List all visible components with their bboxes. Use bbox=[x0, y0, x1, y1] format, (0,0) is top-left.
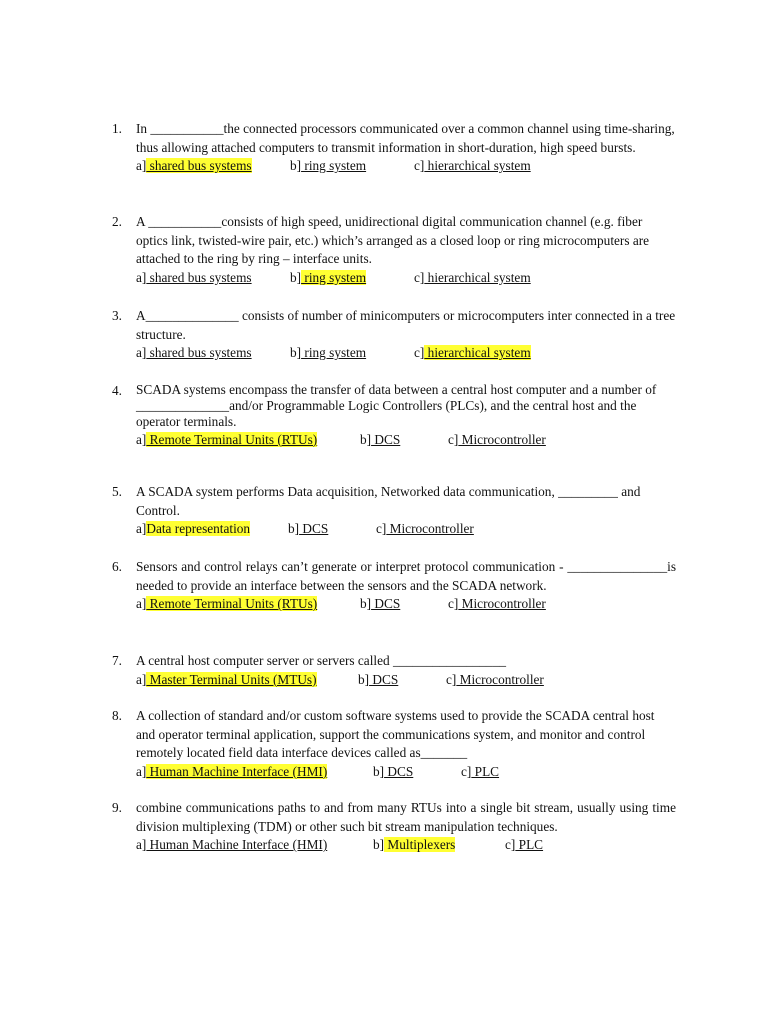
option-label: b] bbox=[358, 671, 370, 687]
option-text: ring system bbox=[301, 269, 367, 285]
options-row bbox=[136, 595, 676, 614]
option-text: hierarchical system bbox=[424, 269, 531, 285]
option-label: b] bbox=[360, 431, 372, 447]
option-text: hierarchical system bbox=[424, 158, 531, 174]
option-text: DCS bbox=[299, 521, 329, 537]
option-label: b] bbox=[373, 763, 385, 779]
options-row bbox=[136, 431, 676, 450]
option-text: Multiplexers bbox=[384, 837, 456, 853]
option-label: a] bbox=[136, 837, 147, 853]
option-text: Microcontroller bbox=[458, 596, 546, 612]
options-row bbox=[136, 157, 676, 176]
option-text: PLC bbox=[515, 837, 544, 853]
options-row bbox=[136, 671, 676, 690]
option-text: hierarchical system bbox=[424, 345, 531, 361]
question-7 bbox=[112, 652, 676, 690]
question-number: 6. bbox=[112, 559, 122, 574]
question-9 bbox=[112, 799, 676, 855]
question-4 bbox=[112, 382, 676, 450]
option-b bbox=[360, 595, 400, 614]
option-label: b] bbox=[373, 837, 385, 853]
question-number: 3. bbox=[112, 308, 122, 323]
option-label: c] bbox=[376, 521, 387, 537]
options-row bbox=[136, 520, 676, 539]
question-number: 7. bbox=[112, 653, 122, 668]
option-text: Master Terminal Units (MTUs) bbox=[146, 671, 317, 687]
option-label: b] bbox=[290, 345, 302, 361]
option-text: shared bus systems bbox=[146, 158, 252, 174]
question-number: 4. bbox=[112, 383, 122, 398]
option-a bbox=[136, 157, 252, 176]
question-number: 2. bbox=[112, 214, 122, 229]
option-c bbox=[446, 671, 544, 690]
question-text: Sensors and control relays can’t generate or interpret protocol communication - _______________is needed to provide an interface between the sensors and the SCADA network. bbox=[136, 559, 676, 593]
option-a bbox=[136, 763, 327, 782]
option-label: a] bbox=[136, 596, 147, 612]
option-b bbox=[358, 671, 398, 690]
option-b bbox=[290, 269, 366, 288]
option-text: Microcontroller bbox=[386, 521, 474, 537]
question-1 bbox=[112, 120, 676, 176]
question-number: 5. bbox=[112, 484, 122, 499]
option-a bbox=[136, 431, 317, 450]
option-c bbox=[414, 157, 531, 176]
question-6 bbox=[112, 558, 676, 614]
question-text: In ___________the connected processors communicated over a common channel using time-sharing, thus allowing attached computers to transmit information in short-duration, high speed bursts. bbox=[136, 121, 675, 155]
option-text: ring system bbox=[301, 345, 367, 361]
option-text: shared bus systems bbox=[146, 269, 252, 285]
option-b bbox=[373, 836, 455, 855]
option-b bbox=[288, 520, 328, 539]
option-label: b] bbox=[288, 521, 300, 537]
option-a bbox=[136, 520, 250, 539]
option-c bbox=[448, 431, 546, 450]
question-3 bbox=[112, 307, 676, 363]
option-label: a] bbox=[136, 521, 147, 537]
option-label: c] bbox=[461, 763, 472, 779]
option-label: a] bbox=[136, 345, 147, 361]
option-text: Microcontroller bbox=[458, 431, 546, 447]
option-label: b] bbox=[290, 158, 302, 174]
option-text: ring system bbox=[301, 158, 367, 174]
question-text: A central host computer server or servers called _________________ bbox=[136, 653, 506, 668]
option-label: b] bbox=[290, 269, 302, 285]
question-text: A______________ consists of number of minicomputers or microcomputers inter connected in a tree structure. bbox=[136, 308, 676, 342]
question-text: combine communications paths to and from many RTUs into a single bit stream, usually using time division multiplexing (TDM) or other such bit stream manipulation techniques. bbox=[136, 800, 676, 834]
option-text: Microcontroller bbox=[456, 671, 544, 687]
option-text: Remote Terminal Units (RTUs) bbox=[146, 596, 318, 612]
question-2 bbox=[112, 213, 676, 288]
option-b bbox=[290, 344, 366, 363]
option-c bbox=[448, 595, 546, 614]
option-label: c] bbox=[448, 431, 459, 447]
options-row bbox=[136, 269, 676, 288]
option-b bbox=[360, 431, 400, 450]
option-a bbox=[136, 671, 317, 690]
option-text: PLC bbox=[471, 763, 500, 779]
option-label: c] bbox=[446, 671, 457, 687]
options-row bbox=[136, 763, 676, 782]
option-text: DCS bbox=[371, 596, 401, 612]
option-label: a] bbox=[136, 431, 147, 447]
question-5 bbox=[112, 483, 676, 539]
option-c bbox=[376, 520, 474, 539]
question-text: A collection of standard and/or custom software systems used to provide the SCADA central host and operator terminal application, support the communications system, and monitor and control remotely located field data interface devices called as_______ bbox=[136, 708, 655, 761]
option-label: a] bbox=[136, 763, 147, 779]
option-c bbox=[414, 344, 531, 363]
option-text: DCS bbox=[369, 671, 399, 687]
question-text: A ___________consists of high speed, unidirectional digital communication channel (e.g. fiber optics link, twisted-wire pair, etc.) which’s arranged as a closed loop or ring microcomputers are attached to the ring by ring – interface units. bbox=[136, 214, 650, 267]
question-number: 1. bbox=[112, 121, 122, 136]
option-a bbox=[136, 595, 317, 614]
option-text: Human Machine Interface (HMI) bbox=[146, 763, 328, 779]
option-b bbox=[290, 157, 366, 176]
option-label: a] bbox=[136, 158, 147, 174]
option-text: DCS bbox=[371, 431, 401, 447]
option-text: shared bus systems bbox=[146, 345, 252, 361]
option-a bbox=[136, 269, 252, 288]
option-text: Remote Terminal Units (RTUs) bbox=[146, 431, 318, 447]
option-text: Data representation bbox=[146, 521, 251, 537]
option-a bbox=[136, 836, 327, 855]
question-number: 8. bbox=[112, 708, 122, 723]
option-label: c] bbox=[505, 837, 516, 853]
question-8 bbox=[112, 707, 676, 782]
option-c bbox=[461, 763, 499, 782]
option-label: b] bbox=[360, 596, 372, 612]
question-text: SCADA systems encompass the transfer of data between a central host computer and a number of ______________and/or Programmable Logic Controllers (PLCs), and the central host and the operator terminals. bbox=[136, 382, 657, 430]
option-label: c] bbox=[414, 345, 425, 361]
option-label: c] bbox=[448, 596, 459, 612]
question-number: 9. bbox=[112, 800, 122, 815]
options-row bbox=[136, 344, 676, 363]
option-label: a] bbox=[136, 671, 147, 687]
option-c bbox=[505, 836, 543, 855]
option-c bbox=[414, 269, 531, 288]
option-text: DCS bbox=[384, 763, 414, 779]
question-text: A SCADA system performs Data acquisition, Networked data communication, _________ and Control. bbox=[136, 484, 641, 518]
option-label: c] bbox=[414, 158, 425, 174]
option-label: a] bbox=[136, 269, 147, 285]
option-a bbox=[136, 344, 252, 363]
options-row bbox=[136, 836, 676, 855]
option-label: c] bbox=[414, 269, 425, 285]
option-text: Human Machine Interface (HMI) bbox=[146, 837, 328, 853]
option-b bbox=[373, 763, 413, 782]
